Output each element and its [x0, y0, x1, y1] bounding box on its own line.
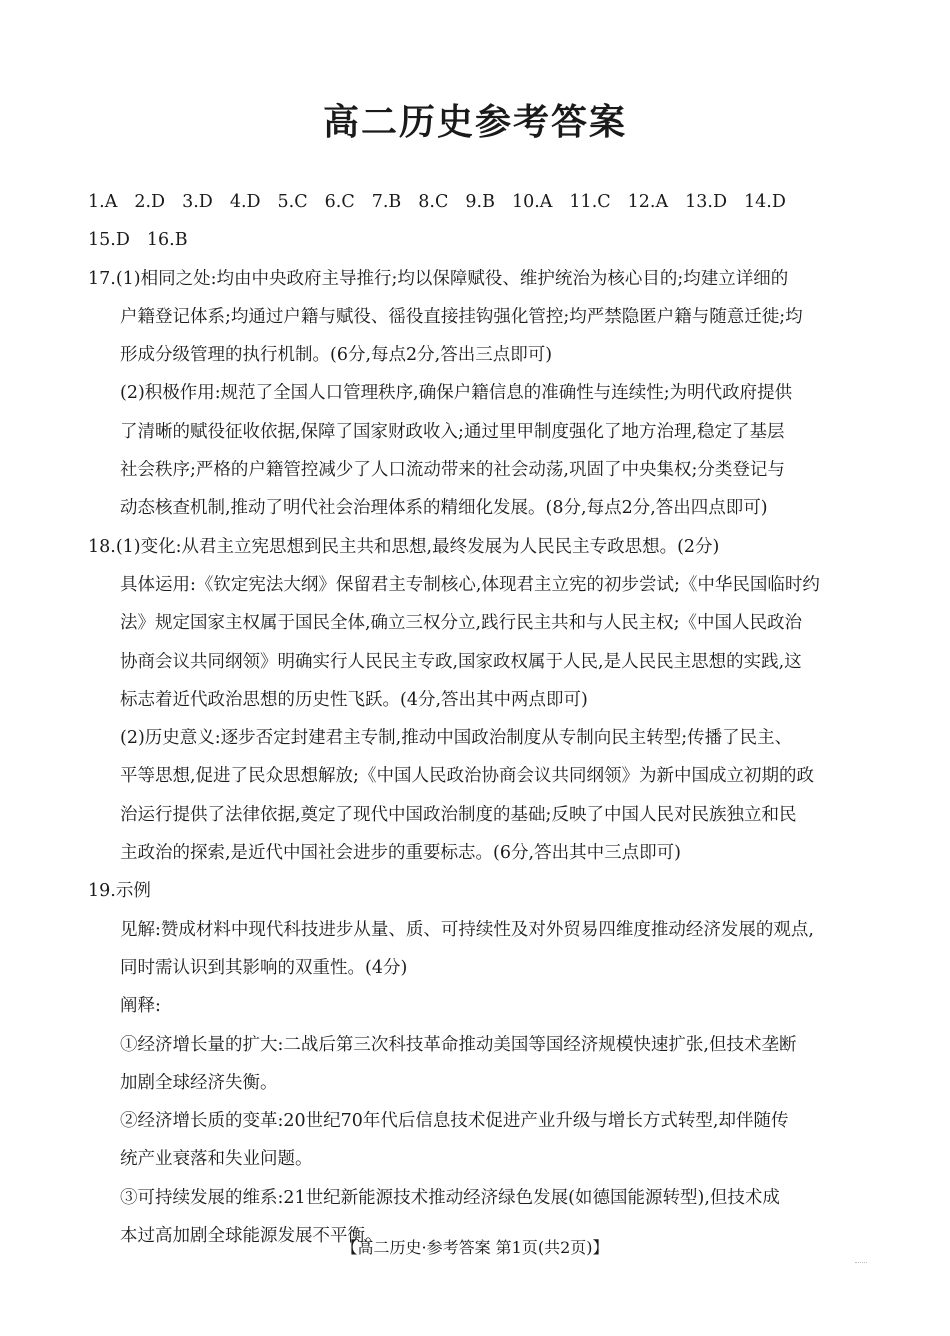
q19-explain-label: 阐释: — [120, 996, 161, 1017]
q17-part1-line: 形成分级管理的执行机制。(6分,每点2分,答出三点即可) — [120, 345, 553, 366]
question-17 — [88, 260, 868, 528]
mc-answer: 10.A — [511, 192, 553, 212]
q18-part2-line: (2)历史意义:逐步否定封建君主专制,推动中国政治制度从专制向民主转型;传播了民主、 — [120, 728, 793, 749]
footer-decoration — [855, 1262, 867, 1267]
mc-answer: 11.C — [569, 192, 611, 212]
mc-answer: 6.C — [324, 192, 355, 212]
mc-answer: 9.B — [465, 192, 495, 212]
q19-point-2-line: ②经济增长质的变革:20世纪70年代后信息技术促进产业升级与增长方式转型,却伴随传 — [120, 1111, 789, 1132]
mc-answer: 1.A — [88, 192, 118, 212]
q17-part1-line: 17.(1)相同之处:均由中央政府主导推行;均以保障赋役、维护统治为核心目的;均建立详细的 — [88, 268, 789, 289]
q19-view-line: 同时需认识到其影响的双重性。(4分) — [120, 957, 408, 978]
mc-answer: 8.C — [418, 192, 449, 212]
mc-answer: 3.D — [182, 192, 213, 212]
mc-answer: 16.B — [146, 230, 188, 251]
question-19 — [88, 872, 868, 1255]
q19-point-1-line: 加剧全球经济失衡。 — [120, 1072, 278, 1093]
q19-view-line: 见解:赞成材料中现代科技进步从量、质、可持续性及对外贸易四维度推动经济发展的观点, — [120, 919, 814, 940]
q17-part2-line: (2)积极作用:规范了全国人口管理秩序,确保户籍信息的准确性与连续性;为明代政府提供 — [120, 383, 793, 404]
q18-application-line: 法》规定国家主权属于国民全体,确立三权分立,践行民主共和与人民主权;《中国人民政治 — [120, 613, 803, 634]
q18-part2-line: 平等思想,促进了民众思想解放;《中国人民政治协商会议共同纲领》为新中国成立初期的政 — [120, 766, 814, 787]
q18-application-line: 具体运用:《钦定宪法大纲》保留君主专制核心,体现君主立宪的初步尝试;《中华民国临时约 — [120, 574, 820, 595]
q18-application-line: 协商会议共同纲领》明确实行人民民主专政,国家政权属于人民,是人民民主思想的实践,这 — [120, 651, 802, 672]
q18-part2-line: 主政治的探索,是近代中国社会进步的重要标志。(6分,答出其中三点即可) — [120, 843, 681, 864]
page-title: 高二历史参考答案 — [322, 102, 627, 143]
mc-answer: 15.D — [88, 230, 130, 251]
mc-answer: 13.D — [685, 192, 727, 212]
answer-body — [88, 183, 868, 1255]
q17-part2-line: 了清晰的赋役征收依据,保障了国家财政收入;通过里甲制度强化了地方治理,稳定了基层 — [120, 421, 785, 442]
mc-answers-row-2 — [88, 221, 868, 259]
mc-answer: 4.D — [229, 192, 261, 212]
page-footer: 【高二历史·参考答案 第1页(共2页)】 — [341, 1238, 609, 1257]
q18-part2-line: 治运行提供了法律依据,奠定了现代中国政治制度的基础;反映了中国人民对民族独立和民 — [120, 804, 797, 825]
mc-answer: 5.C — [277, 192, 308, 212]
q17-part2-line: 动态核查机制,推动了明代社会治理体系的精细化发展。(8分,每点2分,答出四点即可) — [120, 498, 768, 519]
q19-point-3-line: 本过高加剧全球能源发展不平衡。 — [120, 1226, 383, 1247]
question-18 — [88, 528, 868, 873]
q17-part2-line: 社会秩序;严格的户籍管控减少了人口流动带来的社会动荡,巩固了中央集权;分类登记与 — [120, 460, 785, 481]
q17-part1-line: 户籍登记体系;均通过户籍与赋役、徭役直接挂钩强化管控;均严禁隐匿户籍与随意迁徙;均 — [120, 306, 803, 327]
q18-part1-line: 18.(1)变化:从君主立宪思想到民主共和思想,最终发展为人民民主专政思想。(2分) — [88, 536, 720, 557]
q19-point-2-line: 统产业衰落和失业问题。 — [120, 1149, 313, 1170]
q19-heading: 19.示例 — [88, 881, 151, 902]
mc-answer: 14.D — [744, 192, 786, 212]
mc-answers-row-1 — [88, 183, 868, 221]
q19-point-3-line: ③可持续发展的维系:21世纪新能源技术推动经济绿色发展(如德国能源转型),但技术成 — [120, 1187, 780, 1208]
q18-application-line: 标志着近代政治思想的历史性飞跃。(4分,答出其中两点即可) — [120, 689, 588, 710]
mc-answer: 12.A — [627, 192, 669, 212]
mc-answer: 2.D — [134, 192, 166, 212]
q19-point-1-line: ①经济增长量的扩大:二战后第三次科技革命推动美国等国经济规模快速扩张,但技术垄断 — [120, 1034, 797, 1055]
mc-answer: 7.B — [371, 192, 402, 212]
